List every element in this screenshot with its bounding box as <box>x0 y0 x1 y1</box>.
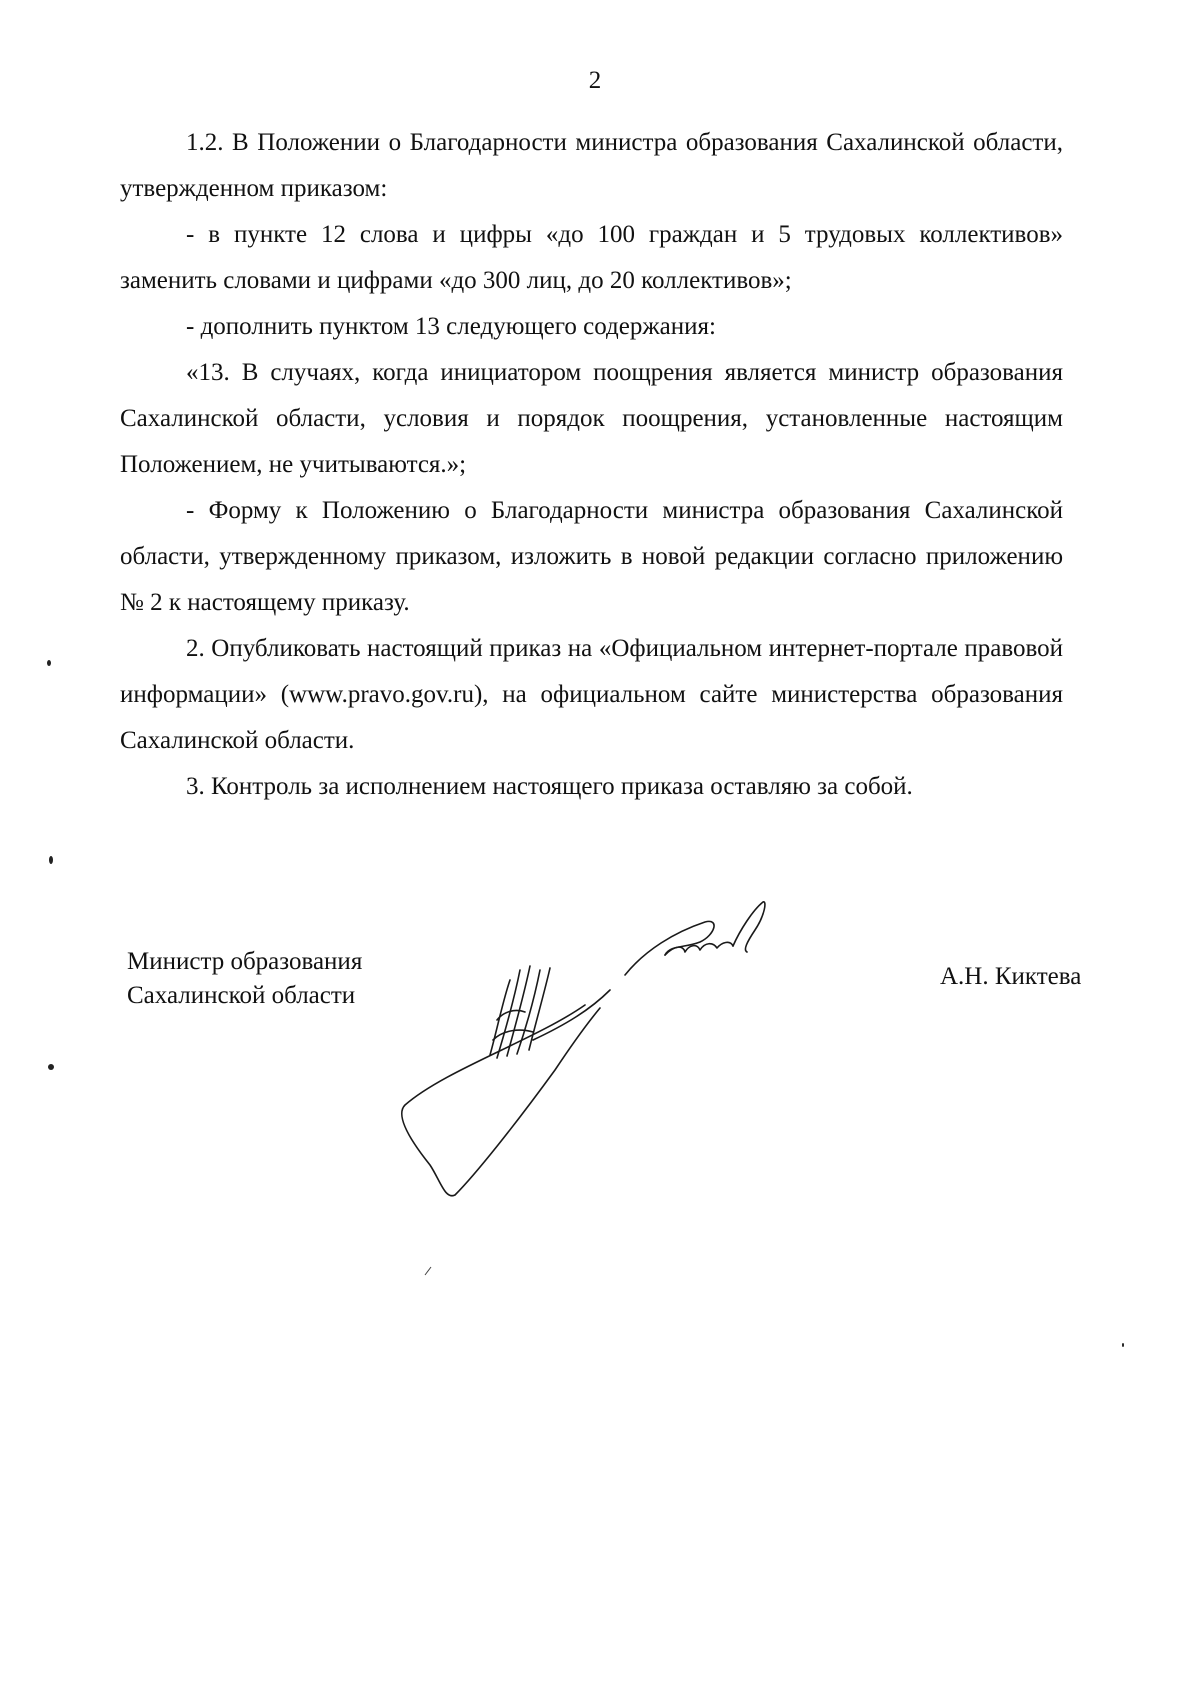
signatory-position-line1: Министр образования <box>127 948 363 975</box>
page-number: 2 <box>588 67 602 94</box>
paragraph-3-control: 3. Контроль за исполнением настоящего приказа оставляю за собой. <box>186 773 913 800</box>
signatory-position-line2: Сахалинской области <box>127 982 356 1009</box>
paragraph-form: - Форму к Положению о Благодарности министра образования Сахалинской области, утвержденному приказом, изложить в новой редакции согласно приложению № 2 к настоящему приказу. <box>120 497 1063 616</box>
paragraph-2-publish: 2. Опубликовать настоящий приказ на «Официальном интернет-портале правовой информации» (www.pravo.gov.ru), на официальном сайте министерства образования Сахалинской области. <box>120 635 1063 754</box>
paragraph-13-text: «13. В случаях, когда инициатором поощрения является министр образования Сахалинской области, условия и порядок поощрения, установленные настоящим Положением, не учитываются.»; <box>120 359 1063 478</box>
signatory-position <box>127 945 362 1013</box>
document-body <box>120 120 1063 810</box>
paragraph-add-13: - дополнить пунктом 13 следующего содержания: <box>186 313 716 340</box>
handwritten-signature <box>385 890 825 1210</box>
signatory-name: А.Н. Киктева <box>940 963 1082 990</box>
paragraph-1-2: 1.2. В Положении о Благодарности министра образования Сахалинской области, утвержденном приказом: <box>120 129 1063 202</box>
paragraph-item-12: - в пункте 12 слова и цифры «до 100 граждан и 5 трудовых коллективов» заменить словами и цифрами «до 300 лиц, до 20 коллективов»; <box>120 221 1063 294</box>
